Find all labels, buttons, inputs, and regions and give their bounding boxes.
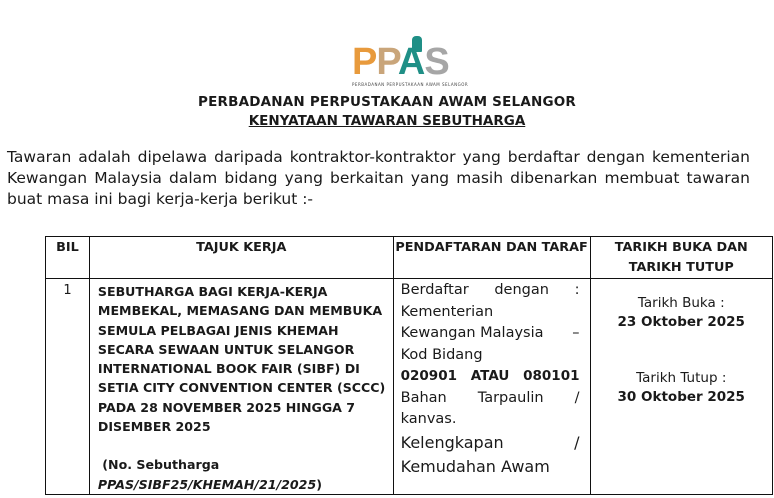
field-codes [401,366,580,388]
cell-registration [393,279,590,495]
ref-label-text: (No. Sebutharga [102,457,220,473]
cell-title [89,279,393,495]
cell-dates [590,279,773,495]
header-bil: BIL [46,237,90,279]
header-pendaftaran: PENDAFTARAN DAN TARAF [393,237,590,279]
reg-text: Kewangan Malaysia [400,325,544,341]
cell-bil [46,279,90,495]
reg-text: Kementerian [400,303,494,320]
reg-text: Kod Bidang [400,346,483,363]
logo-letter-a: A [397,41,425,83]
close-date-label: Tarikh Tutup : [636,370,727,386]
header-tarikh: TARIKH BUKA DAN TARIKH TUTUP [590,237,773,279]
reg-text: Bahan [400,389,447,406]
quotation-ref-number [98,475,387,494]
reg-text: Kemudahan Awam [400,456,550,476]
reg-text: dengan [494,282,549,298]
field-code: 080101 [523,368,580,384]
logo-letter-p2: P [376,41,398,83]
intro-paragraph: Tawaran adalah dipelawa daripada kontraktor-kontraktor yang berdaftar dengan kementerian Kewangan Malaysia dalam bidang yang berkaitan yang masih dibenarkan membuat tawaran buat masa ini bagi kerja-kerja berikut :- [7,148,750,208]
reg-text: / [574,389,580,406]
reg-text: / [574,432,580,452]
row-number: 1 [63,283,72,298]
organization-name: PERBADANAN PERPUSTAKAAN AWAM SELANGOR [197,94,577,110]
quotation-table [45,236,773,495]
ref-close-paren: ) [316,476,322,492]
logo-tagline: PERBADANAN PERPUSTAKAAN AWAM SELANGOR [352,82,469,87]
quotation-ref-label [98,455,387,474]
close-date-value: 30 Oktober 2025 [617,389,745,405]
document-title: KENYATAAN TAWARAN SEBUTHARGA [248,113,526,129]
open-date-label: Tarikh Buka : [637,295,725,311]
table-row [46,279,773,495]
reg-text: Kelengkapan [400,432,504,452]
open-date-value: 23 Oktober 2025 [617,314,745,330]
ref-number-text: PPAS/SIBF25/KHEMAH/21/2025 [97,476,317,492]
logo-wordmark [352,42,449,82]
logo-letter-s: S [424,41,449,83]
field-code-separator: ATAU [470,368,510,384]
work-title: SEBUTHARGA BAGI KERJA-KERJA MEMBEKAL, MEMASANG DAN MEMBUKA SEMULA PELBAGAI JENIS KHEMAH SECARA SEWAAN UNTUK SELANGOR INTERNATIONAL BOOK FAIR (SIBF) DI SETIA CITY CONVENTION CENTER (SCCC) PADA 28 NOVEMBER 2025 HINGGA 7 DISEMBER 2025 [97,284,386,435]
reg-text: Tarpaulin [477,389,544,406]
header-tajuk-kerja: TAJUK KERJA [89,237,393,279]
reg-text: kanvas. [400,411,457,427]
field-code: 020901 [400,368,457,384]
reg-text: – [572,325,580,341]
logo-letter-p1: P [352,41,377,83]
reg-text: : [574,282,580,298]
ppas-logo [350,36,469,87]
reg-text: Berdaftar [400,282,469,298]
table-header-row [46,237,773,279]
